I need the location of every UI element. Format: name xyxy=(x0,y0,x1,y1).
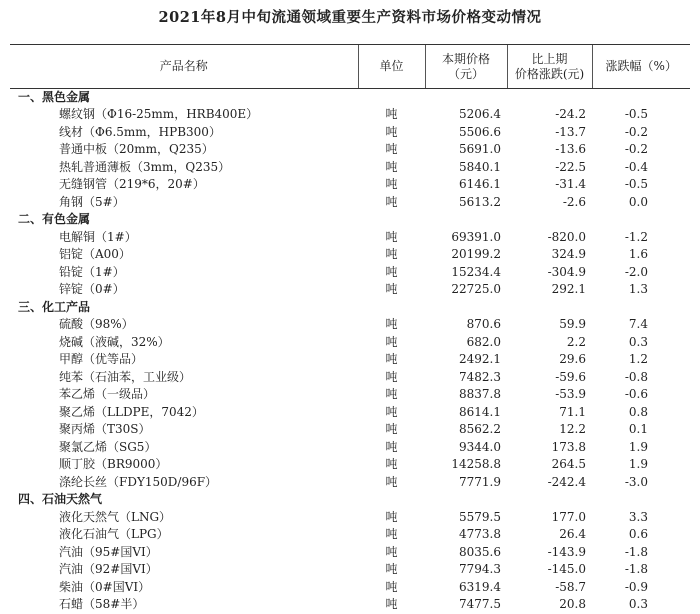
product-name-cell: 铝锭（A00） xyxy=(59,247,131,262)
percent-change-cell: -1.8 xyxy=(624,544,648,559)
table-row xyxy=(10,596,690,614)
price-change-cell: -145.0 xyxy=(547,562,586,577)
unit-cell: 吨 xyxy=(385,194,398,209)
product-name-cell: 顺丁胶（BR9000） xyxy=(59,457,168,472)
header-price-change-line2: 价格涨跌(元) xyxy=(514,66,585,81)
percent-change-cell: 1.3 xyxy=(628,282,648,297)
product-name-cell: 线材（Φ6.5mm，HPB300） xyxy=(59,124,221,139)
percent-change-cell: -1.8 xyxy=(624,562,648,577)
unit-cell: 吨 xyxy=(385,422,398,437)
product-name-cell: 普通中板（20mm，Q235） xyxy=(59,142,214,157)
table-row xyxy=(10,421,690,439)
price-change-cell: -13.7 xyxy=(555,124,586,139)
current-price-cell: 5206.4 xyxy=(459,107,501,122)
current-price-cell: 14258.8 xyxy=(451,457,501,472)
current-price-cell: 5840.1 xyxy=(459,159,501,174)
product-name-cell: 汽油（95#国VI） xyxy=(59,544,158,559)
price-change-cell: 324.9 xyxy=(551,247,586,262)
table-row xyxy=(10,526,690,544)
product-name-cell: 汽油（92#国VI） xyxy=(59,562,158,577)
current-price-cell: 8837.8 xyxy=(459,387,501,402)
percent-change-cell: 0.3 xyxy=(628,334,648,349)
unit-cell: 吨 xyxy=(385,457,398,472)
header-current-price-line2: （元） xyxy=(447,66,484,81)
current-price-cell: 7771.9 xyxy=(459,474,501,489)
price-change-cell: -2.6 xyxy=(562,194,586,209)
header-price-change-line1: 比上期 xyxy=(531,51,568,66)
table-body xyxy=(10,89,690,614)
unit-cell: 吨 xyxy=(385,439,398,454)
percent-change-cell: 7.4 xyxy=(628,317,648,332)
unit-cell: 吨 xyxy=(385,317,398,332)
unit-cell: 吨 xyxy=(385,597,398,612)
current-price-cell: 5579.5 xyxy=(459,509,501,524)
current-price-cell: 6319.4 xyxy=(459,579,501,594)
percent-change-cell: 1.9 xyxy=(628,457,648,472)
unit-cell: 吨 xyxy=(385,527,398,542)
price-change-cell: -53.9 xyxy=(555,387,586,402)
percent-change-cell: 1.2 xyxy=(628,352,648,367)
product-name-cell: 聚丙烯（T30S） xyxy=(59,422,151,437)
price-change-cell: 71.1 xyxy=(559,404,586,419)
table-row xyxy=(10,246,690,264)
current-price-cell: 20199.2 xyxy=(451,247,501,262)
unit-cell: 吨 xyxy=(385,352,398,367)
unit-cell: 吨 xyxy=(385,404,398,419)
unit-cell: 吨 xyxy=(385,369,398,384)
price-change-cell: 26.4 xyxy=(559,527,586,542)
price-change-cell: 59.9 xyxy=(559,317,586,332)
product-name-cell: 热轧普通薄板（3mm，Q235） xyxy=(59,159,231,174)
percent-change-cell: -0.4 xyxy=(624,159,648,174)
table-row xyxy=(10,386,690,404)
unit-cell: 吨 xyxy=(385,387,398,402)
unit-cell: 吨 xyxy=(385,334,398,349)
price-change-cell: 12.2 xyxy=(559,422,586,437)
page-title: 2021年8月中旬流通领域重要生产资料市场价格变动情况 xyxy=(158,9,542,26)
category-row xyxy=(10,491,690,509)
product-name-cell: 铅锭（1#） xyxy=(59,264,125,279)
table-row xyxy=(10,404,690,422)
table-row xyxy=(10,281,690,299)
product-name-cell: 烧碱（液碱，32%） xyxy=(59,334,170,349)
price-change-cell: -304.9 xyxy=(547,264,586,279)
price-change-cell: -24.2 xyxy=(555,107,586,122)
table-row xyxy=(10,579,690,597)
current-price-cell: 4773.8 xyxy=(459,527,501,542)
table-row xyxy=(10,194,690,212)
price-change-cell: -58.7 xyxy=(555,579,586,594)
table-header-row xyxy=(10,45,690,89)
unit-cell: 吨 xyxy=(385,124,398,139)
table-row xyxy=(10,509,690,527)
table-row xyxy=(10,439,690,457)
unit-cell: 吨 xyxy=(385,474,398,489)
table-row xyxy=(10,351,690,369)
unit-cell: 吨 xyxy=(385,264,398,279)
product-name-cell: 锌锭（0#） xyxy=(59,282,125,297)
current-price-cell: 8562.2 xyxy=(459,422,501,437)
percent-change-cell: -3.0 xyxy=(624,474,648,489)
percent-change-cell: -1.2 xyxy=(624,229,648,244)
table-row xyxy=(10,229,690,247)
product-name-cell: 液化石油气（LPG） xyxy=(59,527,169,542)
percent-change-cell: -0.5 xyxy=(624,107,648,122)
header-current-price-line1: 本期价格 xyxy=(441,51,490,66)
table-row xyxy=(10,264,690,282)
price-change-cell: -31.4 xyxy=(555,177,586,192)
percent-change-cell: -0.8 xyxy=(624,369,648,384)
product-name-cell: 液化天然气（LNG） xyxy=(59,509,172,524)
current-price-cell: 5613.2 xyxy=(459,194,501,209)
unit-cell: 吨 xyxy=(385,282,398,297)
percent-change-cell: -0.9 xyxy=(624,579,648,594)
product-name-cell: 角钢（5#） xyxy=(59,194,125,209)
percent-change-cell: -0.2 xyxy=(624,142,648,157)
table-row xyxy=(10,456,690,474)
category-label: 三、化工产品 xyxy=(18,299,91,314)
current-price-cell: 15234.4 xyxy=(451,264,501,279)
price-change-cell: 177.0 xyxy=(551,509,586,524)
table-row xyxy=(10,369,690,387)
header-price-change xyxy=(507,45,592,89)
product-name-cell: 聚乙烯（LLDPE，7042） xyxy=(59,404,204,419)
table-row xyxy=(10,124,690,142)
percent-change-cell: -0.2 xyxy=(624,124,648,139)
category-label: 一、黑色金属 xyxy=(18,90,91,104)
percent-change-cell: 0.0 xyxy=(628,194,648,209)
percent-change-cell: -0.6 xyxy=(624,387,648,402)
table-row xyxy=(10,159,690,177)
table-row xyxy=(10,474,690,492)
price-change-cell: 173.8 xyxy=(551,439,586,454)
category-row xyxy=(10,211,690,229)
table-row xyxy=(10,544,690,562)
current-price-cell: 2492.1 xyxy=(459,352,501,367)
current-price-cell: 5506.6 xyxy=(459,124,501,139)
percent-change-cell: 0.6 xyxy=(628,527,648,542)
table-row xyxy=(10,141,690,159)
percent-change-cell: -0.5 xyxy=(624,177,648,192)
percent-change-cell: 1.6 xyxy=(628,247,648,262)
unit-cell: 吨 xyxy=(385,579,398,594)
unit-cell: 吨 xyxy=(385,562,398,577)
current-price-cell: 69391.0 xyxy=(451,229,501,244)
product-name-cell: 甲醇（优等品） xyxy=(59,352,144,367)
header-current-price xyxy=(425,45,507,89)
price-change-cell: 29.6 xyxy=(559,352,586,367)
table-row xyxy=(10,316,690,334)
current-price-cell: 8035.6 xyxy=(459,544,501,559)
product-name-cell: 涤纶长丝（FDY150D/96F） xyxy=(59,474,218,489)
product-name-cell: 螺纹钢（Φ16-25mm，HRB400E） xyxy=(59,107,259,122)
product-name-cell: 电解铜（1#） xyxy=(59,229,137,244)
product-name-cell: 纯苯（石油苯，工业级） xyxy=(59,369,192,384)
current-price-cell: 870.6 xyxy=(466,317,501,332)
category-row xyxy=(10,89,690,107)
current-price-cell: 5691.0 xyxy=(459,142,501,157)
price-change-cell: -22.5 xyxy=(555,159,586,174)
percent-change-cell: 0.1 xyxy=(628,422,648,437)
unit-cell: 吨 xyxy=(385,509,398,524)
table-row xyxy=(10,106,690,124)
price-change-cell: -143.9 xyxy=(547,544,586,559)
table-row xyxy=(10,334,690,352)
price-change-cell: -13.6 xyxy=(555,142,586,157)
price-change-cell: -820.0 xyxy=(547,229,586,244)
percent-change-cell: 0.8 xyxy=(628,404,648,419)
price-change-cell: 292.1 xyxy=(551,282,586,297)
product-name-cell: 硫酸（98%） xyxy=(59,317,134,332)
percent-change-cell: 0.3 xyxy=(628,597,648,612)
current-price-cell: 682.0 xyxy=(466,334,501,349)
unit-cell: 吨 xyxy=(385,107,398,122)
percent-change-cell: 3.3 xyxy=(628,509,648,524)
current-price-cell: 9344.0 xyxy=(459,439,501,454)
current-price-cell: 7482.3 xyxy=(459,369,501,384)
price-change-cell: 20.8 xyxy=(559,597,586,612)
price-change-cell: 264.5 xyxy=(551,457,586,472)
unit-cell: 吨 xyxy=(385,142,398,157)
current-price-cell: 7794.3 xyxy=(459,562,501,577)
table-row xyxy=(10,176,690,194)
product-name-cell: 石蜡（58#半） xyxy=(59,597,145,612)
price-change-cell: -242.4 xyxy=(547,474,586,489)
table-row xyxy=(10,561,690,579)
category-label: 二、有色金属 xyxy=(18,212,91,227)
price-change-cell: 2.2 xyxy=(566,334,586,349)
current-price-cell: 6146.1 xyxy=(459,177,501,192)
price-change-cell: -59.6 xyxy=(555,369,586,384)
unit-cell: 吨 xyxy=(385,229,398,244)
current-price-cell: 7477.5 xyxy=(459,597,501,612)
percent-change-cell: 1.9 xyxy=(628,439,648,454)
current-price-cell: 8614.1 xyxy=(459,404,501,419)
unit-cell: 吨 xyxy=(385,159,398,174)
current-price-cell: 22725.0 xyxy=(451,282,501,297)
price-table xyxy=(10,44,690,614)
header-percent-change: 涨跌幅（%） xyxy=(592,45,690,89)
product-name-cell: 苯乙烯（一级品） xyxy=(59,387,156,402)
product-name-cell: 无缝钢管（219*6，20#） xyxy=(59,177,205,192)
unit-cell: 吨 xyxy=(385,544,398,559)
unit-cell: 吨 xyxy=(385,177,398,192)
category-row xyxy=(10,299,690,317)
percent-change-cell: -2.0 xyxy=(624,264,648,279)
header-product-name: 产品名称 xyxy=(10,45,358,89)
unit-cell: 吨 xyxy=(385,247,398,262)
category-label: 四、石油天然气 xyxy=(18,492,103,507)
product-name-cell: 聚氯乙烯（SG5） xyxy=(59,439,157,454)
header-unit: 单位 xyxy=(358,45,425,89)
product-name-cell: 柴油（0#国VI） xyxy=(59,579,151,594)
